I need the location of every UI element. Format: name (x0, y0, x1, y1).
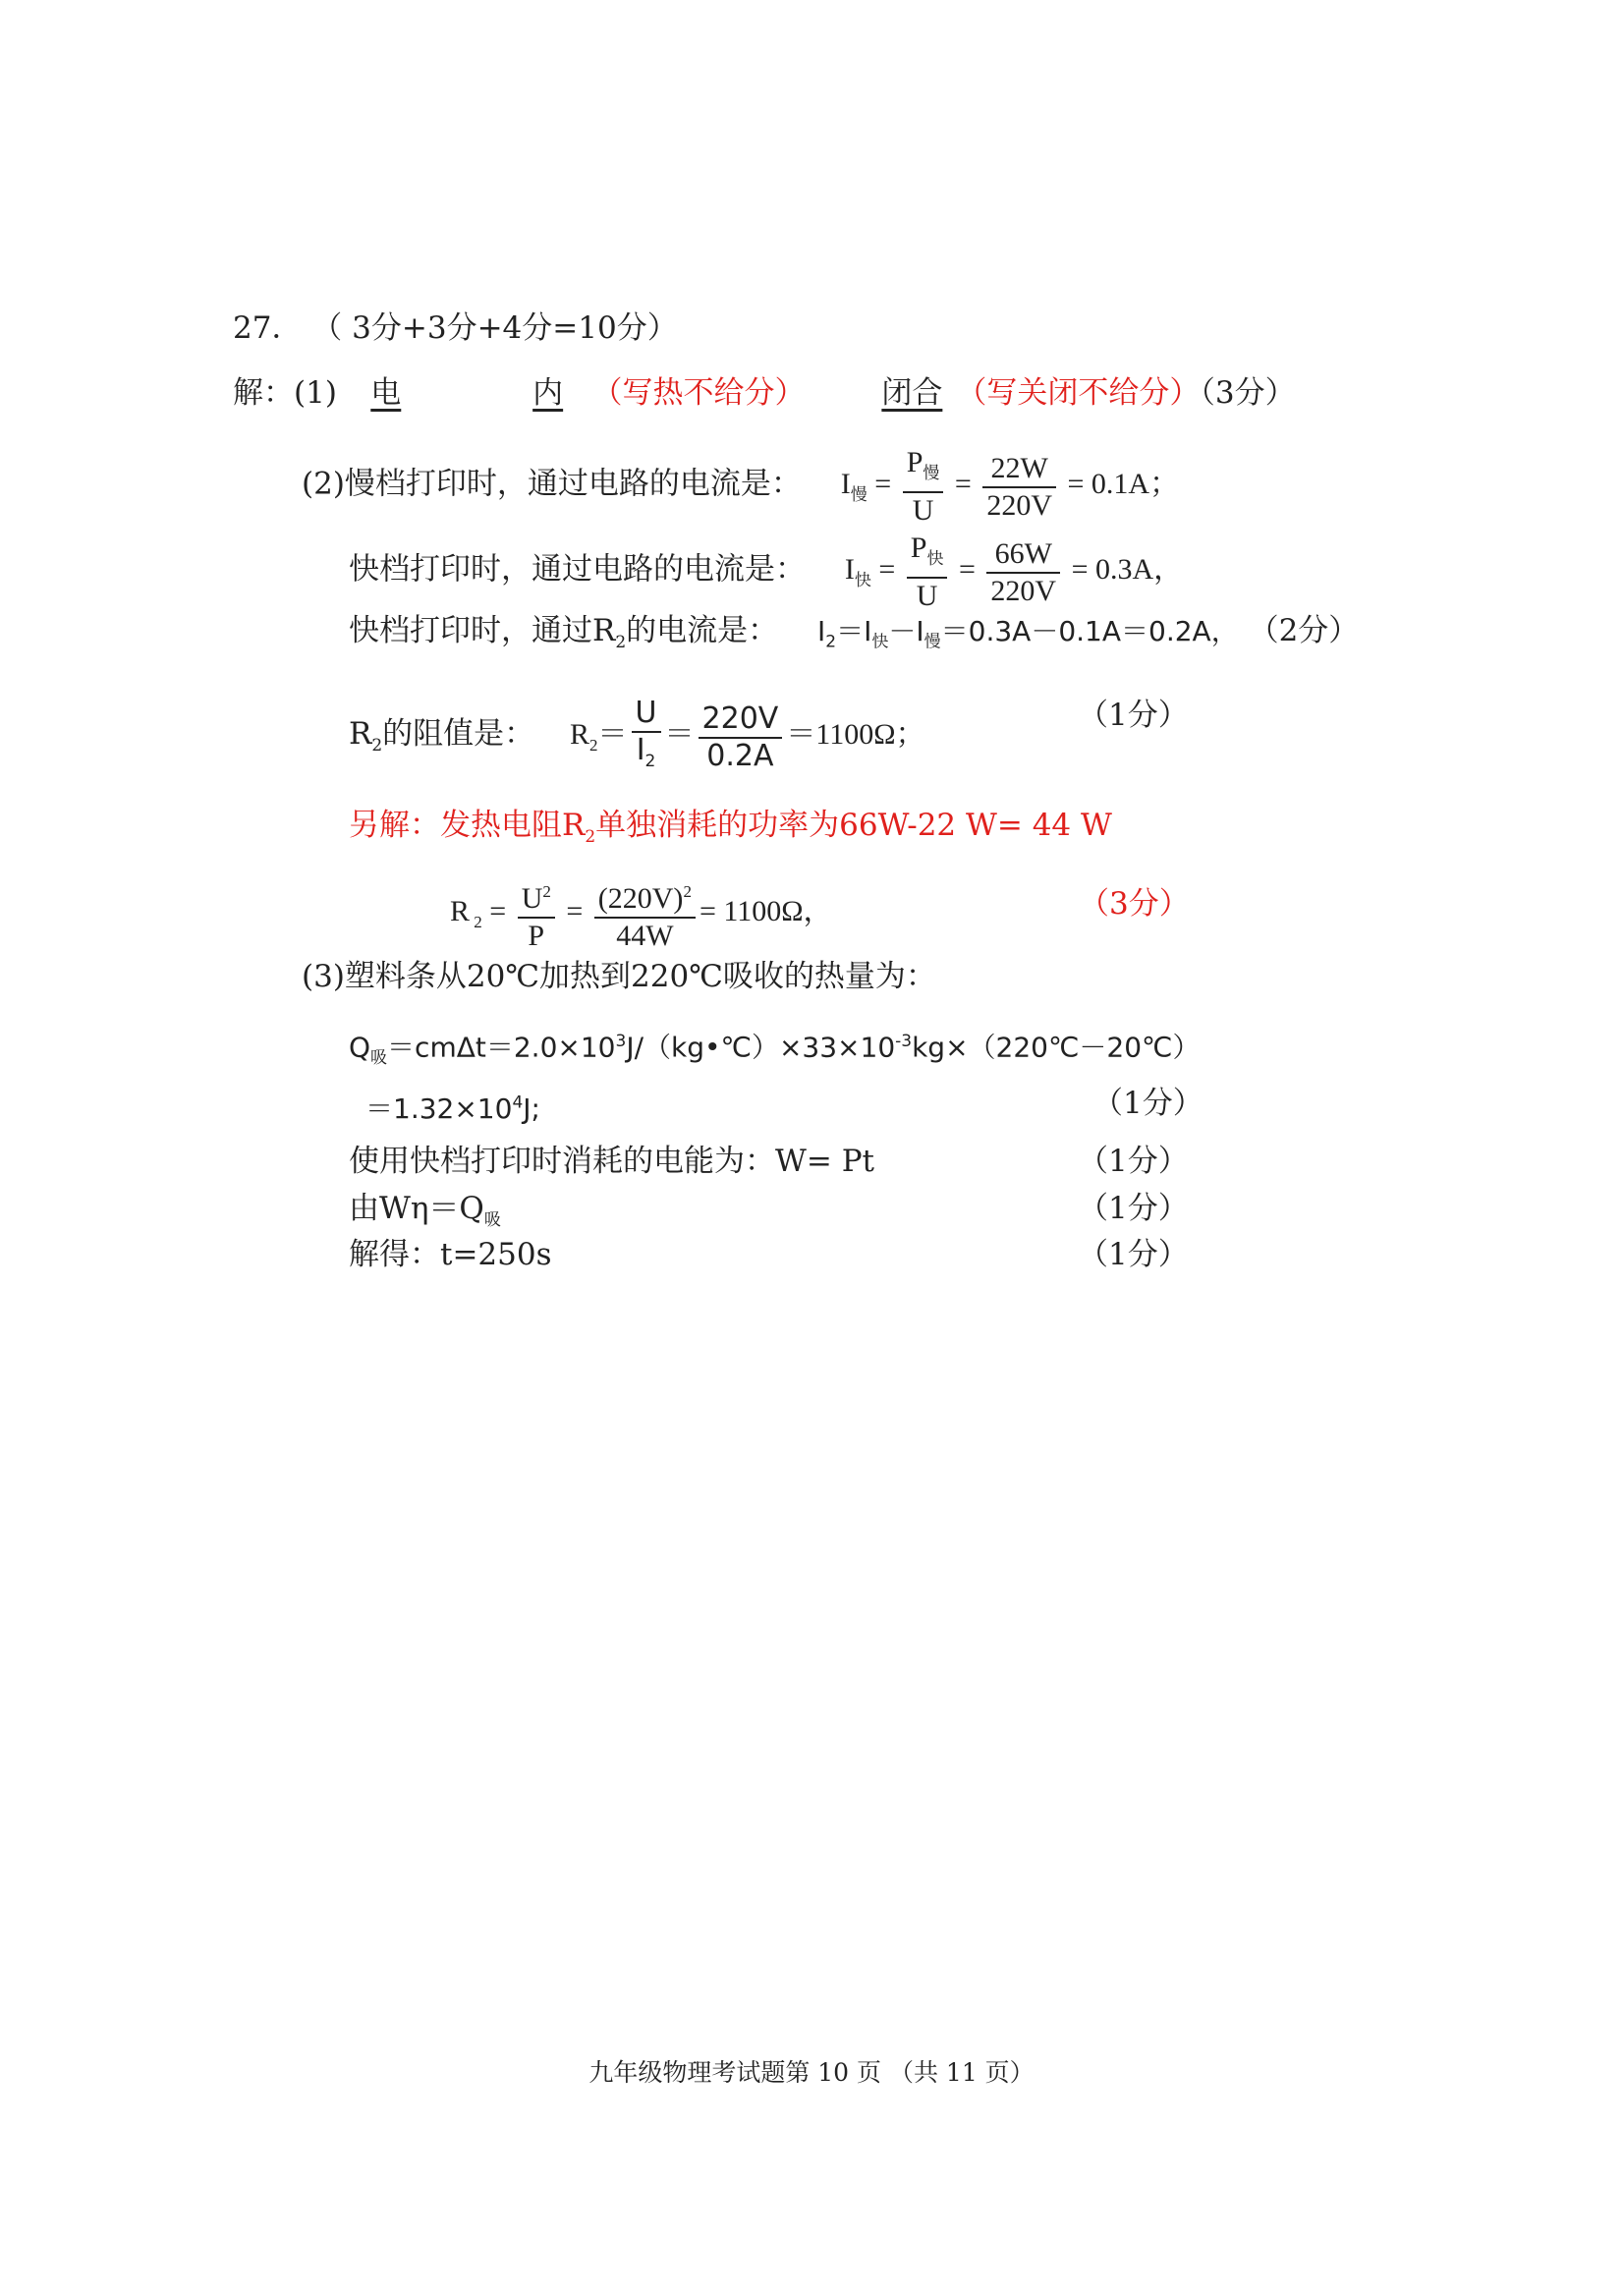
grading-note-1: （写热不给分） (591, 375, 806, 411)
fraction-values: $\frac{66W}{220V}$ (986, 536, 1060, 609)
part3-number: (3) (302, 959, 345, 994)
solution-label: 解： (233, 375, 294, 411)
fraction-u-over-i: $\frac{U}{I_2}$ (632, 696, 661, 779)
alt-solution-score: （3分） (1079, 886, 1190, 922)
part1-number: (1) (294, 375, 337, 411)
slow-current-line (302, 445, 1179, 529)
answer-blank-3: 闭合 (881, 375, 943, 411)
answer-blank-1: 电 (370, 375, 402, 411)
alt-solution-formula: R $_2$ = $\frac{U^2}{P}$ = $\frac{(220V)^2}{44W}$ = 1100Ω， （3分） (450, 874, 833, 954)
fraction-values: $\frac{220V}{0.2A}$ (699, 701, 783, 774)
slow-current-text: 慢档打印时，通过电路的电流是： (344, 466, 802, 502)
heat-result: $=1.32\times 10^4J$; (365, 1092, 540, 1126)
r2-resistance-formula: $R_2=$ $\frac{U}{I_2}$ ＝ $\frac{220V}{0.2A}$ ＝1100Ω； (570, 718, 924, 751)
r2-resistance-line (349, 696, 1189, 779)
page-footer: 九年级物理考试题第 10 页 （共 11 页） (588, 2058, 1035, 2087)
time-result-line (349, 1235, 1189, 1274)
part3-line (302, 957, 936, 996)
efficiency-line (349, 1189, 1189, 1240)
time-result-text: 解得：t=250s (349, 1237, 552, 1272)
r2-current-line (349, 611, 1359, 662)
fraction-p-over-u: $\frac{P_慢}{U}$ (903, 445, 944, 529)
efficiency-score: （1分） (1078, 1191, 1189, 1226)
r2-current-text: 快档打印时，通过$R_2$的电流是： (349, 613, 779, 653)
part3-text: 塑料条从20℃加热到220℃吸收的热量为： (344, 959, 936, 994)
fast-current-line (349, 531, 1183, 614)
heat-equation-line: $Q_吸=cm\Delta t=2.0\times 10^3J/(kg•℃)\times 33\times 10^{-3}kg\times(220℃-20℃)$ (349, 1031, 1201, 1068)
part1-score: （3分） (1200, 375, 1296, 411)
r2-resistance-text: $R_2$的阻值是： (349, 716, 535, 756)
heat-result-score: （1分） (1092, 1086, 1203, 1121)
energy-score: （1分） (1078, 1144, 1189, 1179)
r2-current-score: （2分） (1248, 613, 1360, 648)
part1-line (233, 373, 1296, 413)
answer-blank-2: 内 (532, 375, 564, 411)
slow-current-formula: $I_慢$ = $\frac{P_慢}{U}$ = $\frac{22W}{220V}$ = 0.1A； (840, 446, 1180, 527)
fraction-values: $\frac{(220V)^2}{44W}$ (594, 874, 696, 954)
part2-number: (2) (302, 466, 345, 502)
heat-result-line (365, 1084, 1203, 1129)
time-result-score: （1分） (1078, 1237, 1189, 1272)
fraction-p-over-u: $\frac{P_快}{U}$ (907, 531, 948, 614)
r2-resistance-score: （1分） (1078, 698, 1189, 733)
alt-solution-line: 另解：发热电阻$R_2$单独消耗的功率为66W-22 W= 44 W (349, 808, 1112, 848)
energy-text: 使用快档打印时消耗的电能为：W= Pt (349, 1144, 875, 1179)
fast-current-text: 快档打印时，通过电路的电流是： (349, 551, 806, 588)
fraction-values: $\frac{22W}{220V}$ (982, 451, 1056, 524)
question-header: 27． （ 3分+3分+4分=10分） (233, 310, 678, 346)
fraction-u2-over-p: $\frac{U^2}{P}$ (518, 874, 555, 954)
grading-note-2: （写关闭不给分） (956, 375, 1201, 411)
energy-line (349, 1142, 1189, 1181)
fast-current-formula: $I_快$ = $\frac{P_快}{U}$ = $\frac{66W}{220V}$ = 0.3A， (844, 532, 1184, 612)
efficiency-text: 由$W\eta=Q_吸$ (349, 1191, 501, 1231)
r2-current-equation: $I_2=I_快-I_慢=0.3A-0.1A=0.2A$， (817, 615, 1239, 652)
